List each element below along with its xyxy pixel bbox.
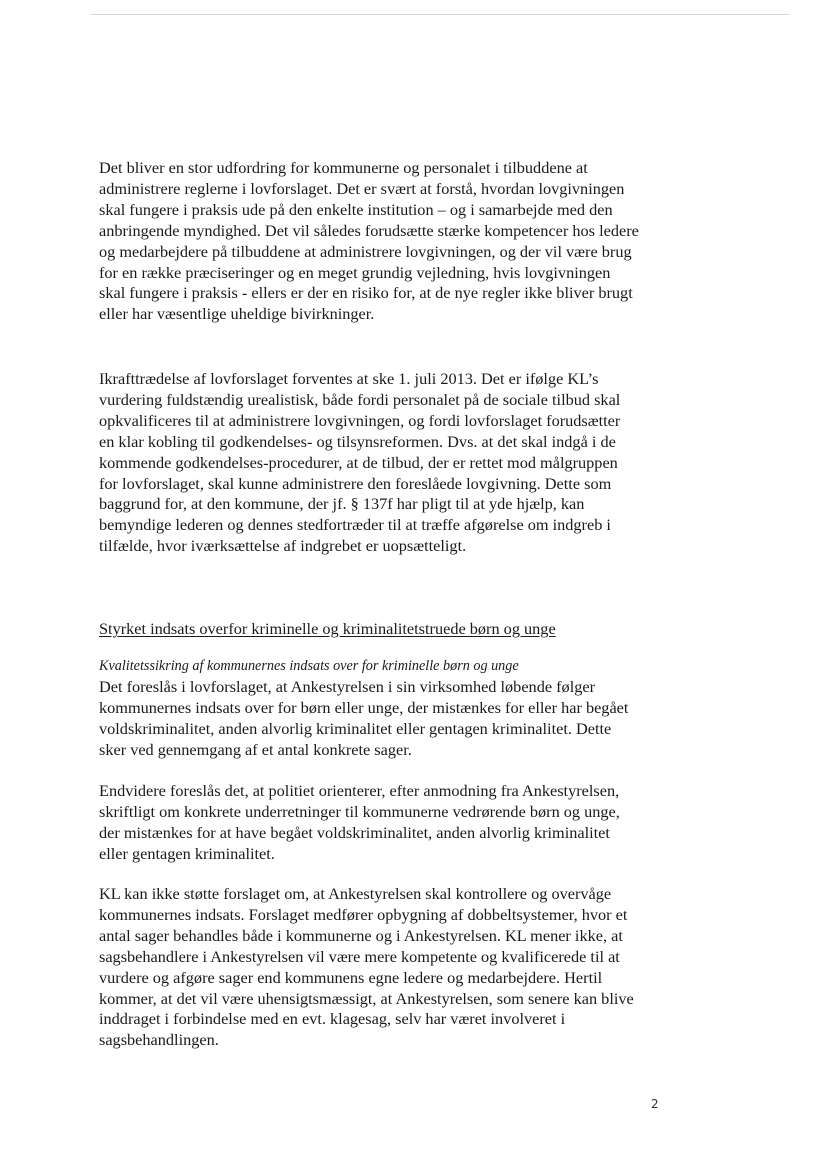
paragraph-effective-date (99, 369, 639, 557)
paragraph-kl-position (99, 884, 639, 1051)
subsection-heading: Kvalitetssikring af kommunernes indsats over for kriminelle børn og unge (99, 658, 519, 674)
section-heading: Styrket indsats overfor kriminelle og kriminalitetstruede børn og unge (99, 619, 556, 638)
paragraph-police-orientation (99, 781, 639, 865)
paragraph-text: Det foreslås i lovforslaget, at Ankestyrelsen i sin virksomhed løbende følger kommunernes indsats over for børn eller unge, der mistænkes for eller har begået voldskriminalitet, anden alvorlig kriminalitet eller gentagen kriminalitet. Dette sker ved gennemgang af et antal konkrete sager. (99, 677, 629, 759)
paragraph-text: KL kan ikke støtte forslaget om, at Ankestyrelsen skal kontrollere og overvåge kommunernes indsats. Forslaget medfører opbygning af dobbeltsystemer, hvor et antal sager behandles både i kommunerne og i Ankestyrelsen. KL mener ikke, at sagsbehandlere i Ankestyrelsen vil være mere kompetente og kvalificerede til at vurdere og afgøre sager end kommunens egne ledere og medarbejdere. Hertil kommer, at det vil være uhensigtsmæssigt, at Ankestyrelsen, som senere kan blive inddraget i forbindelse med en evt. klagesag, selv har været involveret i sagsbehandlingen. (99, 884, 634, 1050)
page-number: 2 (651, 1097, 659, 1111)
paragraph-text: Endvidere foreslås det, at politiet orienterer, efter anmodning fra Ankestyrelsen, skriftligt om konkrete underretninger til kommunerne vedrørende børn og unge, der mistænkes for at have begået voldskriminalitet, anden alvorlig kriminalitet eller gentagen kriminalitet. (99, 781, 620, 863)
paragraph-challenges (99, 158, 639, 325)
paragraph-proposal (99, 677, 639, 761)
paragraph-text: Ikrafttrædelse af lovforslaget forventes at ske 1. juli 2013. Det er ifølge KL’s vurdering fuldstændig urealistisk, både fordi personalet på de sociale tilbud skal opkvalificeres til at administrere lovgivningen, og fordi lovforslaget forudsætter en klar kobling til godkendelses- og tilsynsreformen. Dvs. at det skal indgå i de kommende godkendelses-procedurer, at de tilbud, der er rettet mod målgruppen for lovforslaget, skal kunne administrere den foreslåede lovgivning. Dette som baggrund for, at den kommune, der jf. § 137f har pligt til at yde hjælp, kan bemyndige lederen og dennes stedfortræder til at træffe afgørelse om indgreb i tilfælde, hvor iværksættelse af indgrebet er uopsætteligt. (99, 369, 621, 556)
scan-artifact-line (90, 14, 790, 15)
paragraph-text: Det bliver en stor udfordring for kommunerne og personalet i tilbuddene at administrere reglerne i lovforslaget. Det er svært at forstå, hvordan lovgivningen skal fungere i praksis ude på den enkelte institution – og i samarbejde med den anbringende myndighed. Det vil således forudsætte stærke kompetencer hos ledere og medarbejdere på tilbuddene at administrere lovgivningen, og der vil være brug for en række præciseringer og en meget grundig vejledning, hvis lovgivningen skal fungere i praksis - ellers er der en risiko for, at de nye regler ikke bliver brugt eller har væsentlige uheldige bivirkninger. (99, 158, 639, 324)
